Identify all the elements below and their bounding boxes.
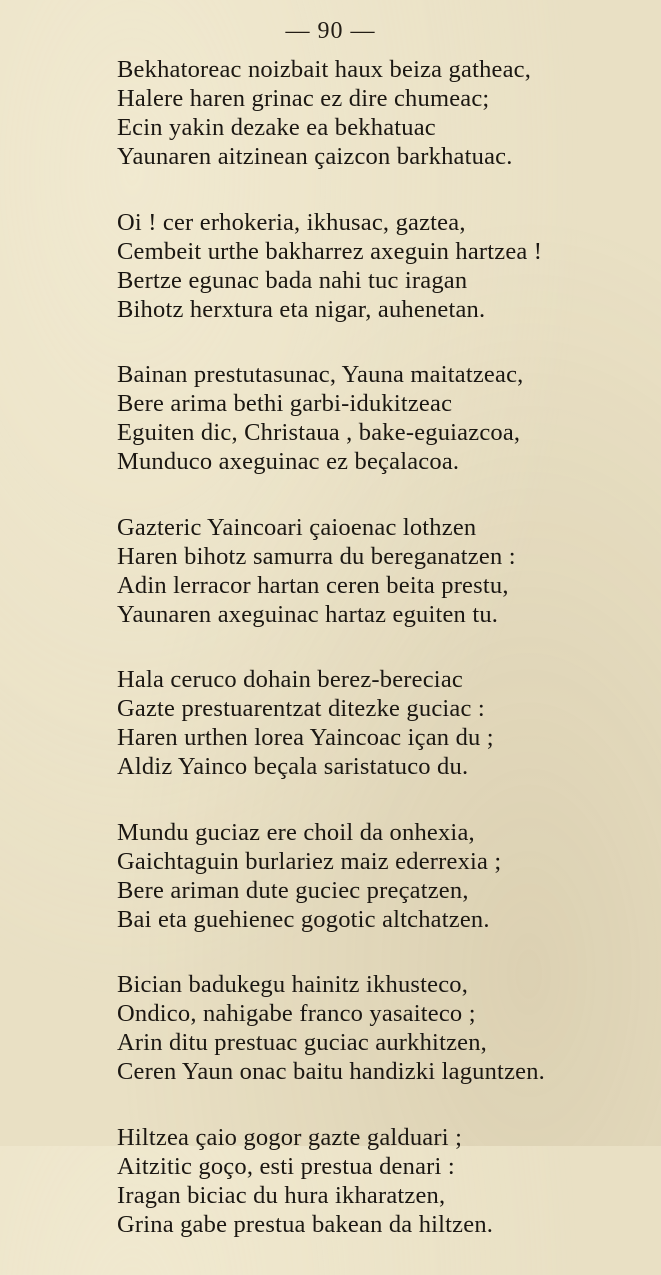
poem-line: Yaunaren aitzinean çaizcon barkhatuac. [117, 143, 513, 170]
poem-line: Gazte prestuarentzat ditezke guciac : [117, 695, 485, 722]
poem-line: Bertze egunac bada nahi tuc iragan [117, 266, 468, 294]
stanza-7 [117, 970, 637, 1086]
stanza-2 [117, 208, 637, 324]
poem-line: Iragan biciac du hura ikharatzen, [117, 1181, 446, 1209]
poem-line: Ondico, nahigabe franco yasaiteco ; [117, 1000, 476, 1027]
poem-line: Gazteric Yaincoari çaioenac lothzen [117, 513, 477, 541]
poem-line: Haren bihotz samurra du bereganatzen : [117, 542, 516, 570]
poem-line: Hala ceruco dohain berez-bereciac [117, 666, 463, 693]
poem-line: Bician badukegu hainitz ikhusteco, [117, 971, 469, 998]
poem-line: Bekhatoreac noizbait haux beiza gatheac, [117, 56, 532, 83]
poem-line: Bere arima bethi garbi-idukitzeac [117, 390, 453, 417]
poem-line: Yaunaren axeguinac hartaz eguiten tu. [117, 600, 499, 628]
poem-line: Haren urthen lorea Yaincoac içan du ; [117, 724, 494, 751]
poem-line: Mundu guciaz ere choil da onhexia, [117, 818, 475, 846]
poem-line: Eguiten dic, Christaua , bake-eguiazcoa, [117, 419, 521, 446]
poem-line: Adin lerracor hartan ceren beita prestu, [117, 571, 509, 599]
stanza-3 [117, 360, 637, 476]
page-number: — 90 — [285, 18, 376, 44]
stanza-6 [117, 818, 637, 934]
poem-line: Aldiz Yainco beçala saristatuco du. [117, 753, 469, 780]
poem-line: Bihotz herxtura eta nigar, auhenetan. [117, 295, 486, 323]
poem [117, 55, 637, 1275]
poem-line: Halere haren grinac ez dire chumeac; [117, 85, 490, 112]
poem-line: Cembeit urthe bakharrez axeguin hartzea ! [117, 237, 543, 265]
poem-line: Oi ! cer erhokeria, ikhusac, gaztea, [117, 208, 466, 236]
poem-line: Ecin yakin dezake ea bekhatuac [117, 114, 436, 141]
poem-line: Bainan prestutasunac, Yauna maitatzeac, [117, 361, 524, 388]
stanza-4 [117, 513, 637, 629]
poem-line: Gaichtaguin burlariez maiz ederrexia ; [117, 847, 502, 875]
poem-line: Bere ariman dute guciec preçatzen, [117, 876, 469, 904]
stanza-5 [117, 665, 637, 781]
poem-line: Grina gabe prestua bakean da hiltzen. [117, 1210, 494, 1238]
poem-line: Ceren Yaun onac baitu handizki laguntzen. [117, 1058, 545, 1085]
poem-line: Arin ditu prestuac guciac aurkhitzen, [117, 1029, 487, 1056]
poem-line: Aitzitic goço, esti prestua denari : [117, 1152, 455, 1180]
poem-line: Munduco axeguinac ez beçalacoa. [117, 448, 460, 475]
poem-line: Bai eta guehienec gogotic altchatzen. [117, 905, 490, 933]
stanza-1 [117, 55, 637, 171]
stanza-8 [117, 1123, 637, 1239]
poem-line: Hiltzea çaio gogor gazte galduari ; [117, 1123, 463, 1151]
